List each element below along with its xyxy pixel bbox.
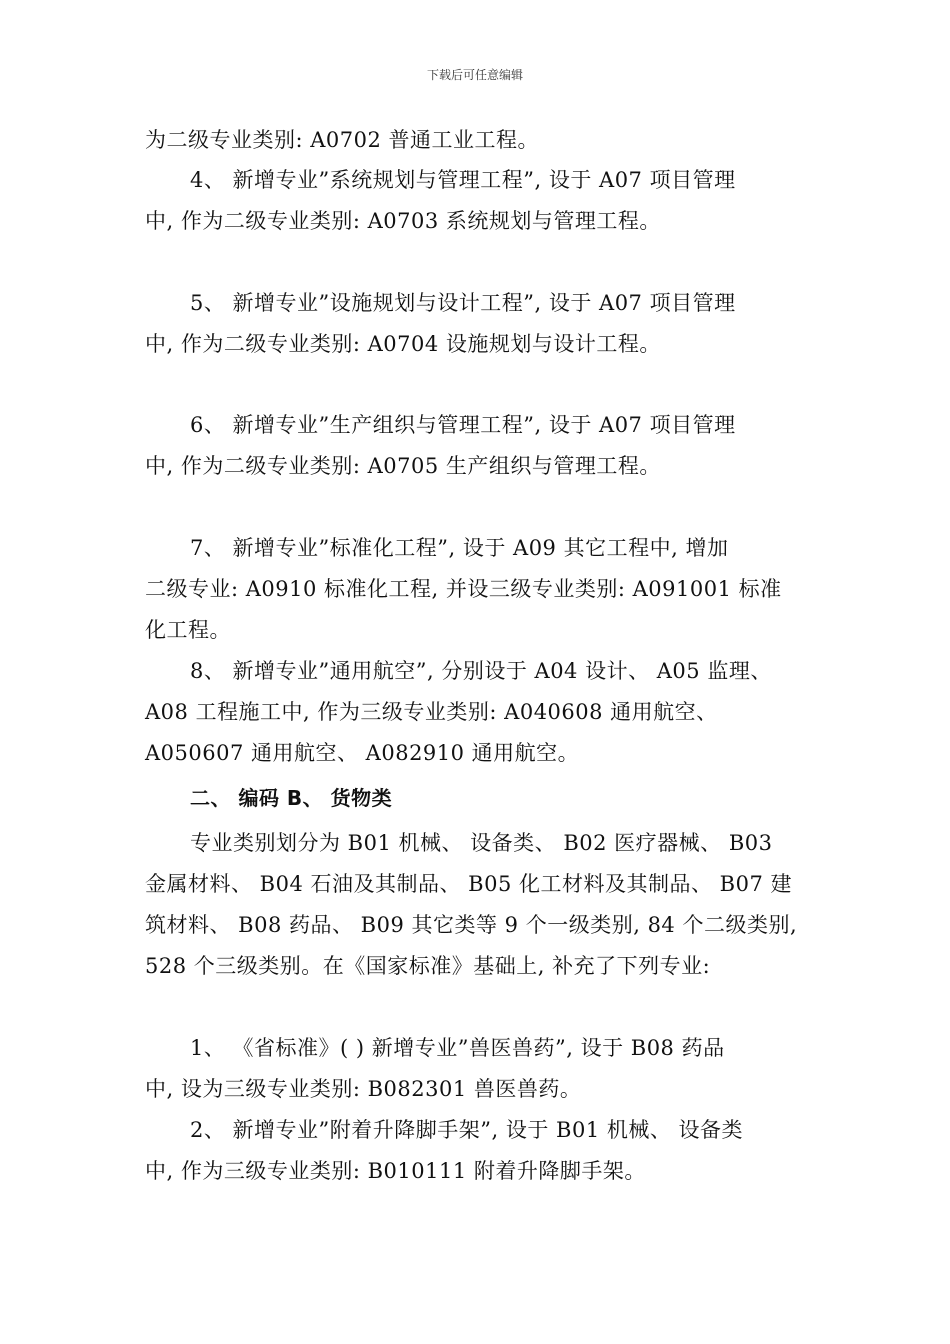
text-line: 7、 新增专业”标准化工程”, 设于 A09 其它工程中, 增加 (190, 536, 729, 560)
section-heading: 二、 编码 B、 货物类 (190, 786, 393, 810)
text-line: 2、 新增专业”附着升降脚手架”, 设于 B01 机械、 设备类 (190, 1118, 744, 1142)
text-line: 8、 新增专业”通用航空”, 分别设于 A04 设计、 A05 监理、 (190, 659, 772, 683)
text-line: 中, 作为二级专业类别: A0704 设施规划与设计工程。 (145, 332, 661, 356)
text-line: 为二级专业类别: A0702 普通工业工程。 (145, 128, 540, 152)
text-line: 金属材料、 B04 石油及其制品、 B05 化工材料及其制品、 B07 建 (145, 872, 793, 896)
text-line: 5、 新增专业”设施规划与设计工程”, 设于 A07 项目管理 (190, 291, 736, 315)
text-line: 专业类别划分为 B01 机械、 设备类、 B02 医疗器械、 B03 (190, 831, 773, 855)
text-line: 中, 作为三级专业类别: B010111 附着升降脚手架。 (145, 1159, 646, 1183)
text-line: 4、 新增专业”系统规划与管理工程”, 设于 A07 项目管理 (190, 168, 736, 192)
text-line: 化工程。 (145, 618, 231, 642)
text-line: 1、 《省标准》( ) 新增专业”兽医兽药”, 设于 B08 药品 (190, 1036, 725, 1060)
text-line: A08 工程施工中, 作为三级专业类别: A040608 通用航空、 (145, 700, 718, 724)
text-line: A050607 通用航空、 A082910 通用航空。 (145, 741, 580, 765)
text-line: 中, 设为三级专业类别: B082301 兽医兽药。 (145, 1077, 582, 1101)
text-line: 二级专业: A0910 标准化工程, 并设三级专业类别: A091001 标准 (145, 577, 782, 601)
text-line: 筑材料、 B08 药品、 B09 其它类等 9 个一级类别, 84 个二级类别, (145, 913, 798, 937)
page-header: 下载后可任意编辑 (426, 68, 523, 82)
text-line: 中, 作为二级专业类别: A0705 生产组织与管理工程。 (145, 454, 661, 478)
text-line: 中, 作为二级专业类别: A0703 系统规划与管理工程。 (145, 209, 661, 233)
text-line: 6、 新增专业”生产组织与管理工程”, 设于 A07 项目管理 (190, 413, 736, 437)
text-line: 528 个三级类别。在《国家标准》基础上, 补充了下列专业: (145, 954, 711, 978)
